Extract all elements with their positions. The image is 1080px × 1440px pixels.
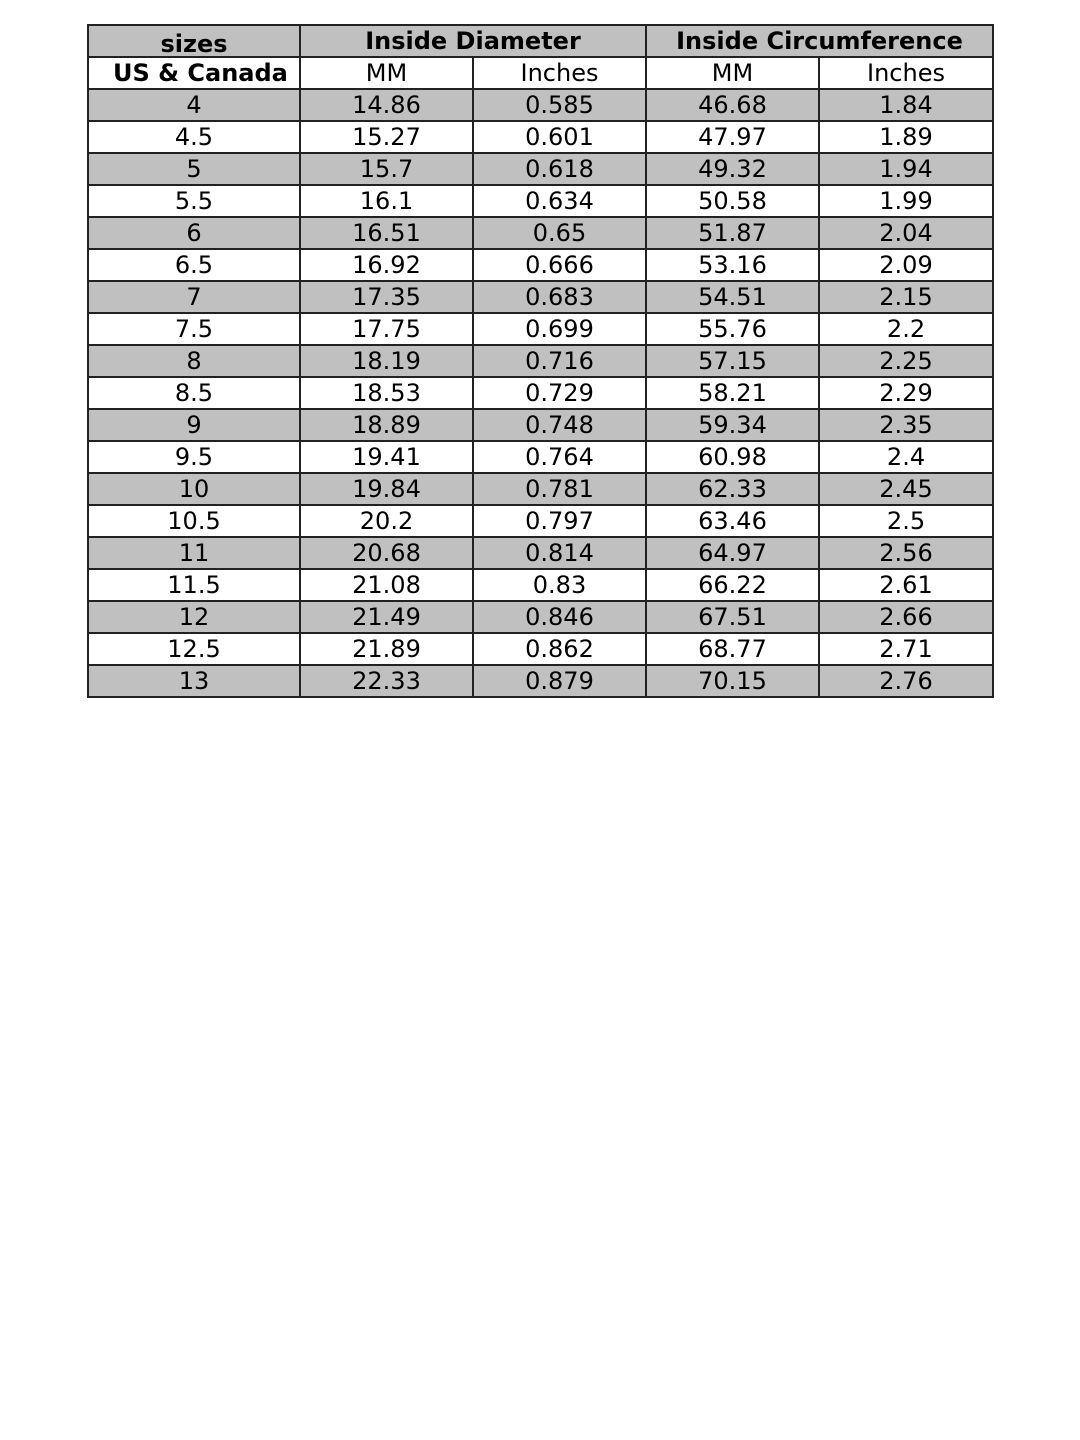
table-row xyxy=(88,153,993,185)
diameter-mm-cell: 14.86 xyxy=(300,89,473,121)
diameter-inches-cell: 0.764 xyxy=(473,441,646,473)
size-cell: 4 xyxy=(88,89,300,121)
size-cell: 6.5 xyxy=(88,249,300,281)
diameter-inches-cell: 0.716 xyxy=(473,345,646,377)
circumference-mm-cell: 67.51 xyxy=(646,601,819,633)
table-row xyxy=(88,313,993,345)
circumference-inches-cell: 1.99 xyxy=(819,185,993,217)
diameter-inches-cell: 0.65 xyxy=(473,217,646,249)
circumference-mm-cell: 62.33 xyxy=(646,473,819,505)
size-cell: 8 xyxy=(88,345,300,377)
table-row xyxy=(88,409,993,441)
table-row xyxy=(88,249,993,281)
size-cell: 12.5 xyxy=(88,633,300,665)
table-row xyxy=(88,121,993,153)
diameter-mm-cell: 22.33 xyxy=(300,665,473,697)
diameter-mm-cell: 16.1 xyxy=(300,185,473,217)
size-cell: 5 xyxy=(88,153,300,185)
circumference-mm-cell: 53.16 xyxy=(646,249,819,281)
circumference-inches-cell: 2.5 xyxy=(819,505,993,537)
diameter-inches-cell: 0.729 xyxy=(473,377,646,409)
diameter-inches-cell: 0.585 xyxy=(473,89,646,121)
diameter-mm-header: MM xyxy=(300,57,473,89)
table-row xyxy=(88,665,993,697)
size-cell: 12 xyxy=(88,601,300,633)
circumference-inches-cell: 2.4 xyxy=(819,441,993,473)
diameter-inches-cell: 0.699 xyxy=(473,313,646,345)
table-row xyxy=(88,633,993,665)
table-row xyxy=(88,89,993,121)
circumference-inches-cell: 2.29 xyxy=(819,377,993,409)
size-cell: 9 xyxy=(88,409,300,441)
circumference-inches-cell: 2.76 xyxy=(819,665,993,697)
size-cell: 7.5 xyxy=(88,313,300,345)
circumference-inches-cell: 2.71 xyxy=(819,633,993,665)
size-cell: 10 xyxy=(88,473,300,505)
circumference-mm-cell: 70.15 xyxy=(646,665,819,697)
diameter-inches-cell: 0.601 xyxy=(473,121,646,153)
header-row-units xyxy=(88,57,993,89)
circumference-inches-cell: 2.61 xyxy=(819,569,993,601)
circumference-mm-cell: 58.21 xyxy=(646,377,819,409)
diameter-mm-cell: 17.75 xyxy=(300,313,473,345)
table-row xyxy=(88,377,993,409)
size-cell: 11.5 xyxy=(88,569,300,601)
circumference-mm-cell: 66.22 xyxy=(646,569,819,601)
circumference-inches-cell: 1.84 xyxy=(819,89,993,121)
circumference-mm-cell: 55.76 xyxy=(646,313,819,345)
table-body xyxy=(88,25,993,697)
circumference-mm-cell: 50.58 xyxy=(646,185,819,217)
circumference-inches-cell: 2.09 xyxy=(819,249,993,281)
size-cell: 6 xyxy=(88,217,300,249)
diameter-inches-cell: 0.846 xyxy=(473,601,646,633)
circumference-mm-cell: 64.97 xyxy=(646,537,819,569)
diameter-mm-cell: 18.53 xyxy=(300,377,473,409)
diameter-mm-cell: 18.89 xyxy=(300,409,473,441)
diameter-mm-cell: 16.51 xyxy=(300,217,473,249)
circumference-inches-cell: 1.89 xyxy=(819,121,993,153)
table-row xyxy=(88,281,993,313)
diameter-mm-cell: 16.92 xyxy=(300,249,473,281)
diameter-inches-cell: 0.862 xyxy=(473,633,646,665)
table-row xyxy=(88,473,993,505)
circumference-inches-cell: 2.56 xyxy=(819,537,993,569)
circumference-mm-cell: 59.34 xyxy=(646,409,819,441)
table-row xyxy=(88,601,993,633)
circumference-inches-cell: 2.04 xyxy=(819,217,993,249)
diameter-inches-cell: 0.781 xyxy=(473,473,646,505)
diameter-inches-cell: 0.83 xyxy=(473,569,646,601)
size-cell: 9.5 xyxy=(88,441,300,473)
inside-circumference-header: Inside Circumference xyxy=(646,25,993,57)
table-row xyxy=(88,345,993,377)
size-cell: 10.5 xyxy=(88,505,300,537)
size-cell: 11 xyxy=(88,537,300,569)
size-cell: 13 xyxy=(88,665,300,697)
header-row-top xyxy=(88,25,993,57)
diameter-inches-cell: 0.797 xyxy=(473,505,646,537)
diameter-mm-cell: 20.68 xyxy=(300,537,473,569)
diameter-mm-cell: 21.49 xyxy=(300,601,473,633)
circumference-inches-cell: 2.25 xyxy=(819,345,993,377)
table-row xyxy=(88,537,993,569)
circumference-inches-cell: 2.15 xyxy=(819,281,993,313)
circumference-mm-cell: 47.97 xyxy=(646,121,819,153)
circumference-mm-cell: 54.51 xyxy=(646,281,819,313)
circumference-inches-cell: 2.2 xyxy=(819,313,993,345)
circumference-inches-cell: 2.45 xyxy=(819,473,993,505)
diameter-mm-cell: 17.35 xyxy=(300,281,473,313)
diameter-inches-cell: 0.683 xyxy=(473,281,646,313)
diameter-mm-cell: 15.7 xyxy=(300,153,473,185)
table-row xyxy=(88,217,993,249)
circumference-mm-cell: 49.32 xyxy=(646,153,819,185)
diameter-inches-cell: 0.634 xyxy=(473,185,646,217)
table-row xyxy=(88,441,993,473)
circumference-mm-cell: 60.98 xyxy=(646,441,819,473)
circumference-inches-header: Inches xyxy=(819,57,993,89)
circumference-mm-cell: 46.68 xyxy=(646,89,819,121)
diameter-inches-cell: 0.618 xyxy=(473,153,646,185)
diameter-inches-cell: 0.748 xyxy=(473,409,646,441)
diameter-mm-cell: 19.41 xyxy=(300,441,473,473)
diameter-inches-cell: 0.666 xyxy=(473,249,646,281)
size-cell: 5.5 xyxy=(88,185,300,217)
circumference-mm-cell: 68.77 xyxy=(646,633,819,665)
circumference-mm-cell: 63.46 xyxy=(646,505,819,537)
diameter-mm-cell: 20.2 xyxy=(300,505,473,537)
circumference-inches-cell: 1.94 xyxy=(819,153,993,185)
us-canada-header: US & Canada xyxy=(88,57,300,89)
sizes-header: sizes xyxy=(88,25,300,57)
size-cell: 7 xyxy=(88,281,300,313)
diameter-mm-cell: 18.19 xyxy=(300,345,473,377)
table-row xyxy=(88,569,993,601)
table-row xyxy=(88,505,993,537)
circumference-mm-cell: 51.87 xyxy=(646,217,819,249)
diameter-mm-cell: 21.89 xyxy=(300,633,473,665)
circumference-mm-header: MM xyxy=(646,57,819,89)
ring-size-table xyxy=(87,24,994,698)
circumference-inches-cell: 2.66 xyxy=(819,601,993,633)
diameter-mm-cell: 21.08 xyxy=(300,569,473,601)
diameter-mm-cell: 19.84 xyxy=(300,473,473,505)
size-cell: 4.5 xyxy=(88,121,300,153)
diameter-inches-cell: 0.814 xyxy=(473,537,646,569)
inside-diameter-header: Inside Diameter xyxy=(300,25,646,57)
diameter-inches-header: Inches xyxy=(473,57,646,89)
size-cell: 8.5 xyxy=(88,377,300,409)
diameter-inches-cell: 0.879 xyxy=(473,665,646,697)
diameter-mm-cell: 15.27 xyxy=(300,121,473,153)
circumference-inches-cell: 2.35 xyxy=(819,409,993,441)
table-row xyxy=(88,185,993,217)
circumference-mm-cell: 57.15 xyxy=(646,345,819,377)
